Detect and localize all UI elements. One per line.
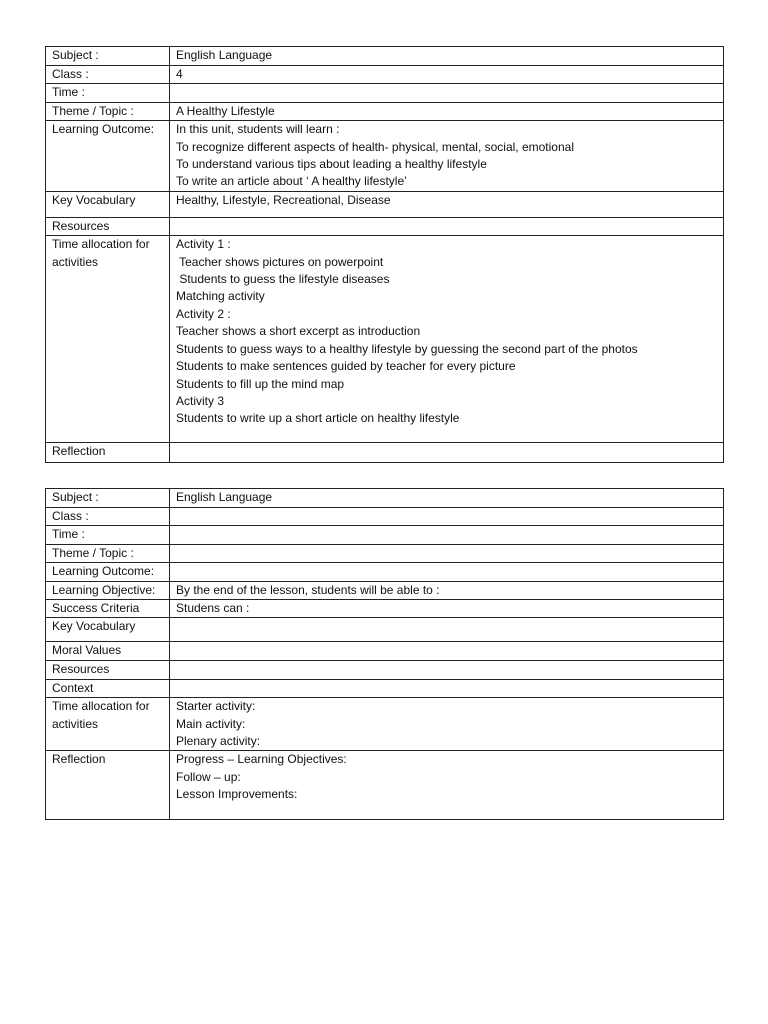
key-vocabulary-value: Healthy, Lifestyle, Recreational, Disease — [170, 191, 724, 217]
activity-line: Plenary activity: — [176, 734, 261, 749]
row-learning-objective — [46, 581, 724, 599]
class-value — [170, 508, 724, 526]
activity-line: Activity 2 : — [176, 306, 231, 321]
time-allocation-value — [170, 236, 724, 443]
success-criteria-label: Success Criteria — [46, 600, 170, 618]
class-value: 4 — [170, 66, 724, 84]
class-label: Class : — [46, 66, 170, 84]
key-vocabulary-value — [170, 618, 724, 642]
row-success-criteria — [46, 600, 724, 618]
row-subject — [46, 489, 724, 508]
row-learning-outcome — [46, 121, 724, 192]
activity-line: Students to write up a short article on healthy lifestyle — [176, 411, 460, 426]
time-value — [170, 526, 724, 544]
time-allocation-label-line: activities — [52, 716, 99, 731]
learning-objective-value: By the end of the lesson, students will be able to : — [170, 581, 724, 599]
row-time — [46, 526, 724, 544]
subject-label: Subject : — [46, 47, 170, 66]
reflection-line: Follow – up: — [176, 769, 241, 784]
outcome-line: To recognize different aspects of health- physical, mental, social, emotional — [176, 139, 574, 154]
row-resources — [46, 661, 724, 679]
subject-value: English Language — [170, 489, 724, 508]
row-reflection — [46, 443, 724, 463]
learning-outcome-label: Learning Outcome: — [46, 121, 170, 192]
time-label: Time : — [46, 526, 170, 544]
time-allocation-label — [46, 236, 170, 443]
learning-outcome-label: Learning Outcome: — [46, 563, 170, 581]
activity-line: Students to guess the lifestyle diseases — [176, 272, 390, 287]
activity-line: Activity 3 — [176, 393, 225, 408]
learning-outcome-value — [170, 121, 724, 192]
row-reflection — [46, 751, 724, 820]
lesson-plan-table-1 — [45, 46, 724, 463]
reflection-value — [170, 751, 724, 820]
resources-label: Resources — [46, 217, 170, 235]
row-class — [46, 66, 724, 84]
row-context — [46, 679, 724, 697]
row-time-allocation — [46, 236, 724, 443]
reflection-label: Reflection — [46, 443, 170, 463]
learning-objective-label: Learning Objective: — [46, 581, 170, 599]
row-learning-outcome — [46, 563, 724, 581]
time-value — [170, 84, 724, 102]
theme-value — [170, 544, 724, 562]
reflection-line: Lesson Improvements: — [176, 787, 298, 802]
time-allocation-label-line: Time allocation for — [52, 237, 150, 252]
lesson-plan-table-2 — [45, 488, 724, 820]
row-theme — [46, 102, 724, 120]
outcome-line: In this unit, students will learn : — [176, 122, 340, 137]
time-allocation-label — [46, 698, 170, 751]
activity-line: Students to make sentences guided by teacher for every picture — [176, 359, 516, 374]
activity-line: Activity 1 : — [176, 237, 231, 252]
time-allocation-label-line: activities — [52, 254, 99, 269]
context-value — [170, 679, 724, 697]
reflection-line: Progress – Learning Objectives: — [176, 752, 347, 767]
outcome-line: To write an article about ‘ A healthy lifestyle’ — [176, 174, 407, 189]
context-label: Context — [46, 679, 170, 697]
row-key-vocabulary — [46, 191, 724, 217]
success-criteria-value: Studens can : — [170, 600, 724, 618]
time-allocation-value — [170, 698, 724, 751]
theme-label: Theme / Topic : — [46, 544, 170, 562]
resources-value — [170, 217, 724, 235]
activity-line: Teacher shows a short excerpt as introduction — [176, 324, 421, 339]
theme-value: A Healthy Lifestyle — [170, 102, 724, 120]
activity-line: Main activity: — [176, 716, 246, 731]
resources-label: Resources — [46, 661, 170, 679]
row-theme — [46, 544, 724, 562]
row-time — [46, 84, 724, 102]
activity-line: Students to guess ways to a healthy lifestyle by guessing the second part of the photos — [176, 341, 638, 356]
row-class — [46, 508, 724, 526]
subject-label: Subject : — [46, 489, 170, 508]
learning-outcome-value — [170, 563, 724, 581]
key-vocabulary-label: Key Vocabulary — [46, 618, 170, 642]
key-vocabulary-label: Key Vocabulary — [46, 191, 170, 217]
row-resources — [46, 217, 724, 235]
activity-line: Students to fill up the mind map — [176, 376, 345, 391]
reflection-value — [170, 443, 724, 463]
subject-value: English Language — [170, 47, 724, 66]
moral-values-value — [170, 642, 724, 661]
outcome-line: To understand various tips about leading a healthy lifestyle — [176, 157, 487, 172]
moral-values-label: Moral Values — [46, 642, 170, 661]
activity-line: Matching activity — [176, 289, 265, 304]
row-time-allocation — [46, 698, 724, 751]
time-allocation-label-line: Time allocation for — [52, 699, 150, 714]
class-label: Class : — [46, 508, 170, 526]
activity-line: Teacher shows pictures on powerpoint — [176, 254, 384, 269]
activity-line: Starter activity: — [176, 699, 256, 714]
reflection-label: Reflection — [46, 751, 170, 820]
row-key-vocabulary — [46, 618, 724, 642]
time-label: Time : — [46, 84, 170, 102]
row-subject — [46, 47, 724, 66]
resources-value — [170, 661, 724, 679]
theme-label: Theme / Topic : — [46, 102, 170, 120]
row-moral-values — [46, 642, 724, 661]
